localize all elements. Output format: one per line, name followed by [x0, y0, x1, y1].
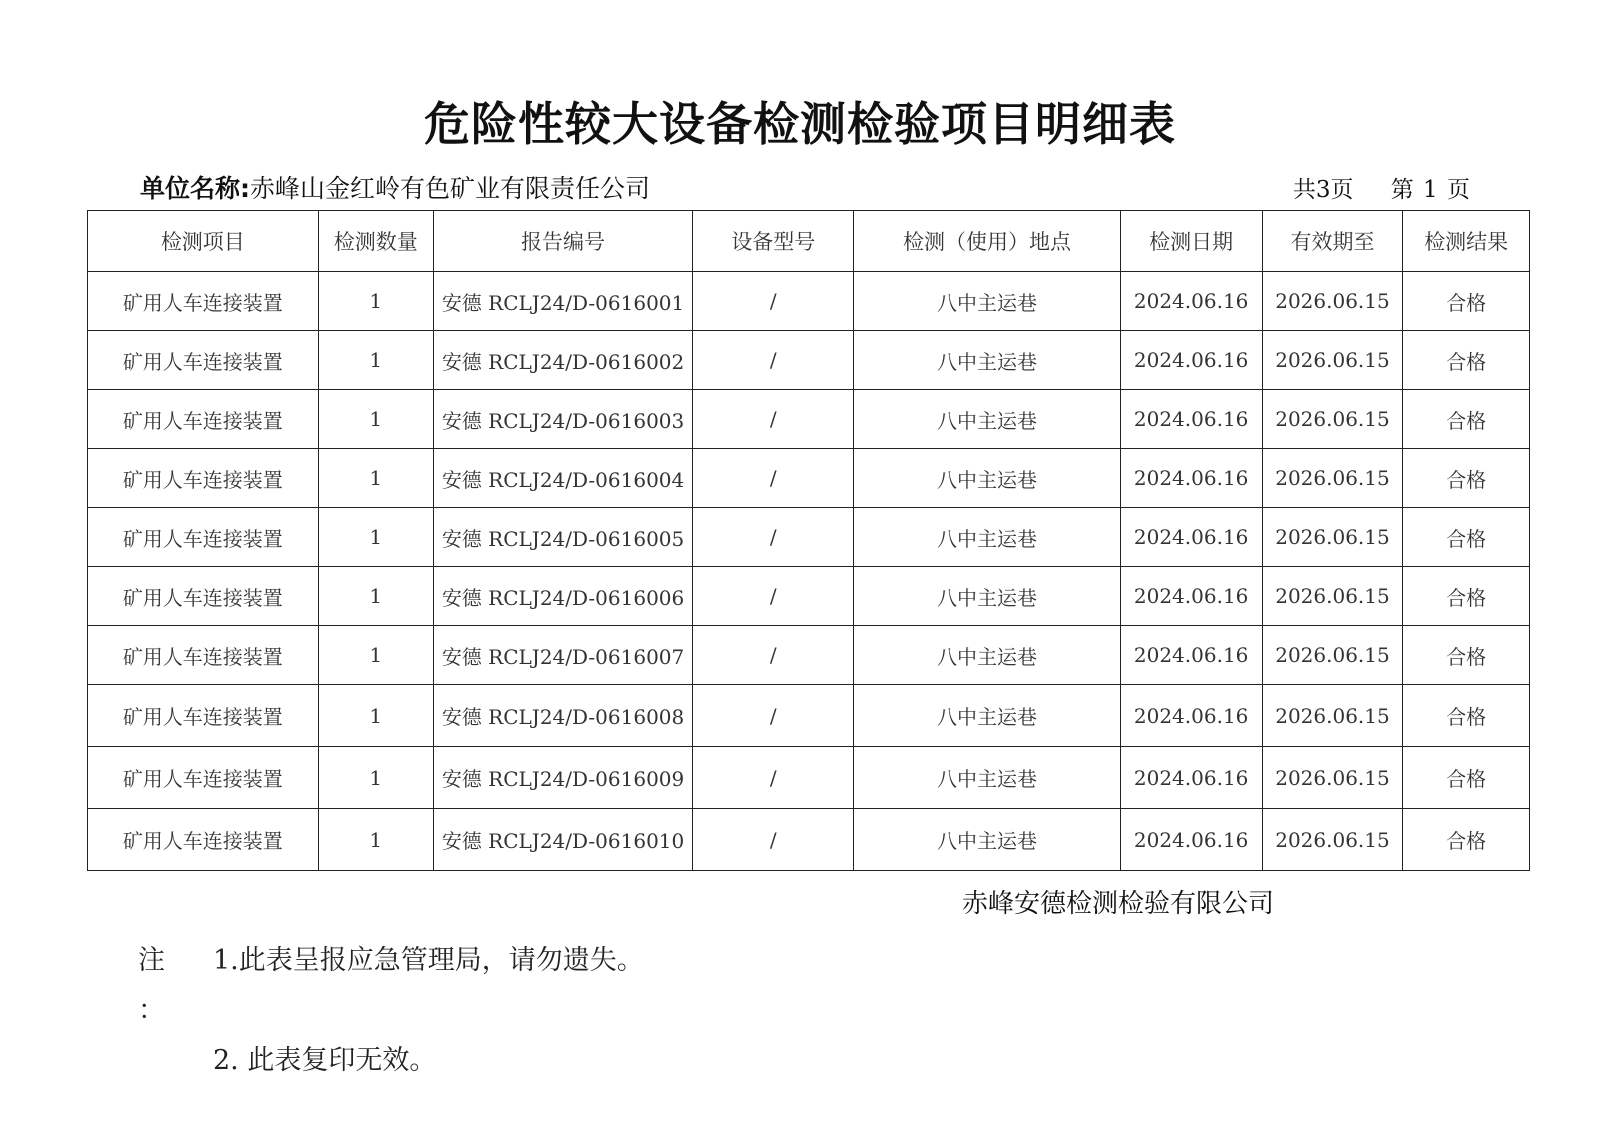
table-cell: 2026.06.15	[1262, 626, 1403, 685]
table-cell: 2024.06.16	[1120, 567, 1262, 626]
table-cell: 2026.06.15	[1262, 508, 1403, 567]
table-cell: 矿用人车连接装置	[88, 508, 319, 567]
table-cell: 2026.06.15	[1262, 747, 1403, 809]
table-cell: 矿用人车连接装置	[88, 626, 319, 685]
page-count	[1293, 174, 1470, 206]
table-cell: 2026.06.15	[1262, 390, 1403, 449]
table-cell: 安德 RCLJ24/D-0616007	[433, 626, 692, 685]
table-row	[88, 747, 1530, 809]
table-row	[88, 685, 1530, 747]
table-cell: 矿用人车连接装置	[88, 747, 319, 809]
table-cell: 2024.06.16	[1120, 626, 1262, 685]
table-cell: 2024.06.16	[1120, 809, 1262, 871]
table-cell: /	[693, 567, 854, 626]
table-cell: 矿用人车连接装置	[88, 567, 319, 626]
table-cell: 2026.06.15	[1262, 809, 1403, 871]
table-cell: 安德 RCLJ24/D-0616003	[433, 390, 692, 449]
table-cell: 八中主运巷	[854, 390, 1120, 449]
table-cell: 矿用人车连接装置	[88, 331, 319, 390]
header-cell: 检测日期	[1120, 211, 1262, 272]
header-cell: 检测结果	[1403, 211, 1530, 272]
unit-name-value: 赤峰山金红岭有色矿业有限责任公司	[250, 174, 651, 203]
table-cell: 矿用人车连接装置	[88, 390, 319, 449]
table-cell: 矿用人车连接装置	[88, 272, 319, 331]
table-cell: 1	[318, 747, 433, 809]
table-row	[88, 809, 1530, 871]
table-cell: 八中主运巷	[854, 747, 1120, 809]
table-cell: 2026.06.15	[1262, 272, 1403, 331]
unit-name-line	[140, 172, 650, 206]
table-cell: 八中主运巷	[854, 626, 1120, 685]
table-cell: 合格	[1403, 567, 1530, 626]
table-cell: /	[693, 449, 854, 508]
table-cell: 2026.06.15	[1262, 685, 1403, 747]
table-cell: 2024.06.16	[1120, 390, 1262, 449]
table-cell: 安德 RCLJ24/D-0616006	[433, 567, 692, 626]
table-row	[88, 449, 1530, 508]
table-cell: /	[693, 508, 854, 567]
header-cell: 报告编号	[433, 211, 692, 272]
table-cell: 安德 RCLJ24/D-0616002	[433, 331, 692, 390]
table-cell: 合格	[1403, 272, 1530, 331]
header-cell: 检测项目	[88, 211, 319, 272]
table-row	[88, 626, 1530, 685]
table-cell: 1	[318, 272, 433, 331]
table-cell: 安德 RCLJ24/D-0616004	[433, 449, 692, 508]
table-cell: 八中主运巷	[854, 508, 1120, 567]
table-cell: 八中主运巷	[854, 449, 1120, 508]
table-header-row	[88, 211, 1530, 272]
table-body	[88, 272, 1530, 871]
table-cell: 2024.06.16	[1120, 747, 1262, 809]
table-row	[88, 272, 1530, 331]
document-title: 危险性较大设备检测检验项目明细表	[424, 97, 1176, 151]
table-cell: 矿用人车连接装置	[88, 809, 319, 871]
table-cell: /	[693, 685, 854, 747]
table-cell: 合格	[1403, 747, 1530, 809]
table-cell: /	[693, 626, 854, 685]
table-cell: 合格	[1403, 331, 1530, 390]
table-cell: /	[693, 331, 854, 390]
header-cell: 有效期至	[1262, 211, 1403, 272]
table-cell: 八中主运巷	[854, 685, 1120, 747]
notes-section	[138, 936, 644, 1086]
table-cell: 安德 RCLJ24/D-0616008	[433, 685, 692, 747]
table-row	[88, 331, 1530, 390]
table-cell: 矿用人车连接装置	[88, 449, 319, 508]
table-cell: 2026.06.15	[1262, 449, 1403, 508]
table-cell: 2024.06.16	[1120, 449, 1262, 508]
note-item: 1.此表呈报应急管理局，请勿遗失。	[213, 945, 644, 976]
note-item: 2. 此表复印无效。	[213, 1045, 437, 1076]
table-cell: 矿用人车连接装置	[88, 685, 319, 747]
header-cell: 检测数量	[318, 211, 433, 272]
table-cell: 合格	[1403, 508, 1530, 567]
table-cell: 安德 RCLJ24/D-0616001	[433, 272, 692, 331]
table-row	[88, 390, 1530, 449]
table-cell: 1	[318, 685, 433, 747]
table-cell: 安德 RCLJ24/D-0616009	[433, 747, 692, 809]
table-cell: 2024.06.16	[1120, 331, 1262, 390]
table-cell: /	[693, 747, 854, 809]
table-cell: 1	[318, 508, 433, 567]
table-cell: /	[693, 809, 854, 871]
table-row	[88, 567, 1530, 626]
header-cell: 设备型号	[693, 211, 854, 272]
inspection-table	[87, 210, 1530, 871]
table-cell: 1	[318, 567, 433, 626]
table-cell: 合格	[1403, 626, 1530, 685]
table-cell: 合格	[1403, 449, 1530, 508]
table-cell: 1	[318, 390, 433, 449]
table-cell: 2024.06.16	[1120, 272, 1262, 331]
notes-heading: 注 ：	[138, 945, 171, 1026]
issuer-company: 赤峰安德检测检验有限公司	[962, 889, 1275, 919]
table-cell: 安德 RCLJ24/D-0616005	[433, 508, 692, 567]
table-cell: 2024.06.16	[1120, 508, 1262, 567]
table-cell: 合格	[1403, 685, 1530, 747]
table-row	[88, 508, 1530, 567]
current-page: 第 1 页	[1390, 177, 1470, 203]
table-cell: 1	[318, 809, 433, 871]
table-cell: 八中主运巷	[854, 567, 1120, 626]
unit-name-label: 单位名称:	[140, 174, 250, 203]
table-cell: 安德 RCLJ24/D-0616010	[433, 809, 692, 871]
table-cell: 2026.06.15	[1262, 331, 1403, 390]
table-cell: 1	[318, 449, 433, 508]
header-cell: 检测（使用）地点	[854, 211, 1120, 272]
total-pages: 共3页	[1292, 177, 1354, 203]
table-cell: 八中主运巷	[854, 809, 1120, 871]
table-cell: 1	[318, 331, 433, 390]
table-cell: 合格	[1403, 809, 1530, 871]
table-cell: 2026.06.15	[1262, 567, 1403, 626]
table-cell: 2024.06.16	[1120, 685, 1262, 747]
table-cell: /	[693, 390, 854, 449]
table-cell: 合格	[1403, 390, 1530, 449]
table-cell: 八中主运巷	[854, 272, 1120, 331]
table-cell: 八中主运巷	[854, 331, 1120, 390]
table-cell: /	[693, 272, 854, 331]
table-cell: 1	[318, 626, 433, 685]
